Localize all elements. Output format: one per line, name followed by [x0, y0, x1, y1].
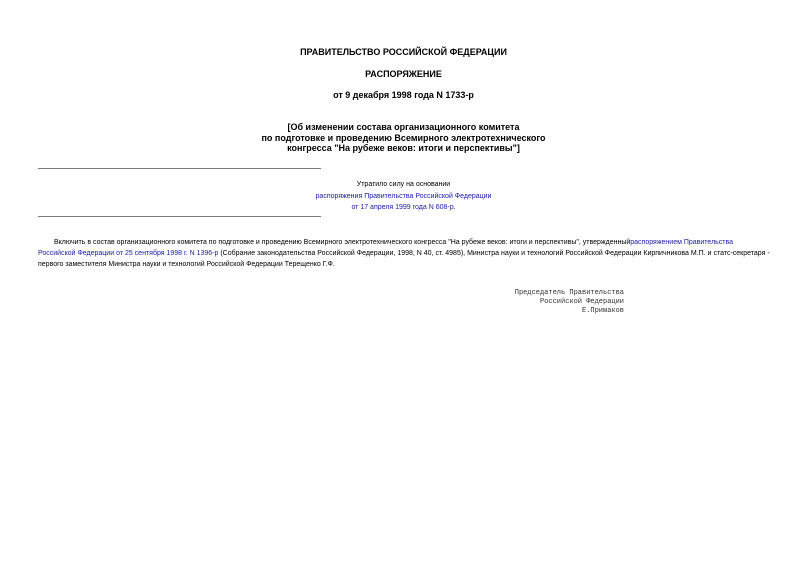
divider-bottom: [38, 216, 321, 217]
revocation-period: .: [453, 204, 456, 211]
revocation-text: Утратило силу на основании: [356, 181, 451, 188]
signatory-org: Российской Федерации: [539, 298, 624, 307]
signatory-name: Е.Примаков: [581, 307, 624, 316]
referenced-order-link[interactable]: распоряжением Правительства Российской Федерации от 25 сентября 1998 г. N 1396-р: [38, 239, 734, 257]
document-subject: [0, 122, 807, 154]
subject-line: конгресса "На рубеже веков: итоги и перспективы"]: [287, 143, 520, 153]
order-body-paragraph: [38, 237, 772, 270]
subject-line: по подготовке и проведению Всемирного электротехнического: [261, 132, 546, 143]
revocation-link[interactable]: распоряжения Правительства Российской Федерации: [315, 192, 492, 200]
issuer-heading: ПРАВИТЕЛЬСТВО РОССИЙСКОЙ ФЕДЕРАЦИИ: [300, 47, 507, 57]
document-type-heading: РАСПОРЯЖЕНИЕ: [365, 69, 442, 79]
revocation-link-date[interactable]: от 17 апреля 1999 года N 608-р: [351, 204, 454, 211]
subject-line: [Об изменении состава организационного комитета: [287, 122, 520, 132]
body-text-part2: (Собрание законодательства Российской Федерации, 1998, N 40, ст. 4985), Министра науки и технологий Российской Федерации Кирпичникова М.П. и статс-секретаря - первого заместителя Министра науки и технологий Российской Федерации Терещенко Г.Ф.: [38, 250, 770, 268]
signatory-title: Председатель Правительства: [514, 289, 624, 297]
divider-top: [38, 168, 321, 169]
document-date-number: от 9 декабря 1998 года N 1733-р: [333, 90, 474, 100]
body-text-part1: Включить в состав организационного комитета по подготовке и проведению Всемирного электротехнического конгресса "На рубеже веков: итоги и перспективы", утвержденный: [54, 239, 631, 246]
revocation-note: [0, 179, 807, 214]
signature-block: [500, 289, 624, 317]
